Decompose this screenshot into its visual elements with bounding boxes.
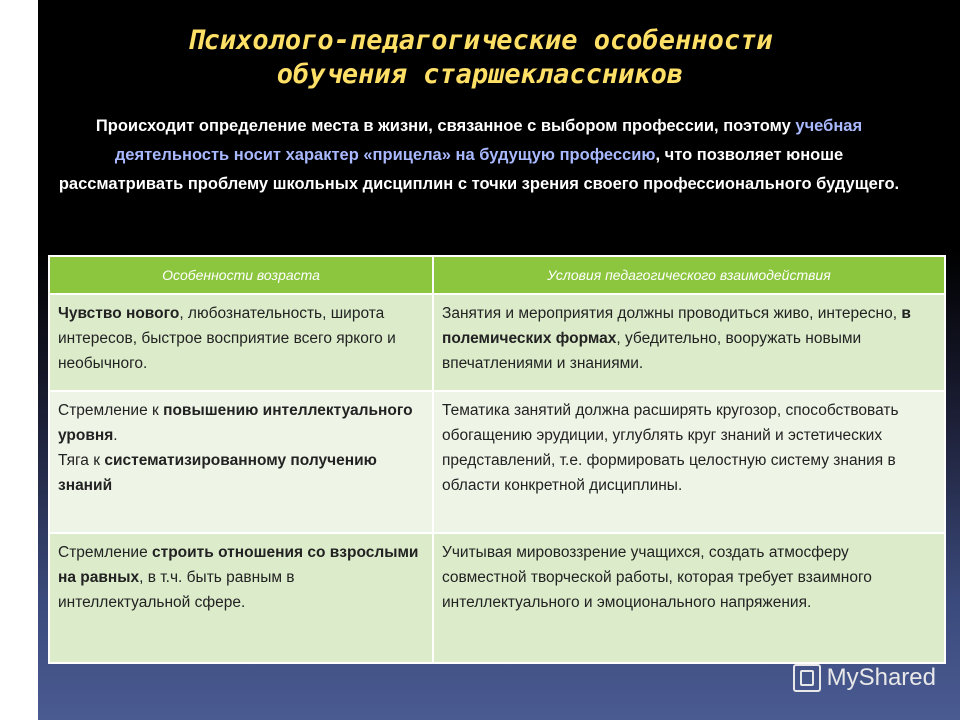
bold-phrase: строить отношения со взрослыми на равных <box>58 544 419 586</box>
header-ped-conditions: Условия педагогического взаимодействия <box>433 256 945 294</box>
bold-phrase: Чувство нового <box>58 305 180 322</box>
table-cell-right <box>433 294 945 391</box>
header-age-features: Особенности возраста <box>49 256 433 294</box>
features-table <box>48 255 946 664</box>
text-segment: . <box>113 427 118 444</box>
table-cell-left <box>49 391 433 533</box>
table-cell-right <box>433 391 945 533</box>
table-row <box>49 391 945 533</box>
text-segment: , в т.ч. быть равным в интеллектуальной сфере. <box>58 569 295 611</box>
title-line-1: Психолого-педагогические особенности <box>187 25 773 56</box>
text-segment: Занятия и мероприятия должны проводиться живо, интересно, <box>442 305 902 322</box>
text-segment: Учитывая мировоззрение учащихся, создать атмосферу совместной творческой работы, которая требует взаимного интеллектуального и эмоционального напряжения. <box>442 544 872 611</box>
text-segment: Тематика занятий должна расширять кругозор, способствовать обогащению эрудиции, углублять круг знаний и эстетических представлений, т.е. формировать целостную систему знания в области конкретной дисциплины. <box>442 402 899 494</box>
table-row <box>49 533 945 663</box>
text-segment: , убедительно, вооружать новыми впечатлениями и знаниями. <box>442 330 862 372</box>
watermark-text: MyShared <box>826 664 936 691</box>
intro-part-2: , что позволяет юноше рассматривать проблему школьных дисциплин с точки зрения своего профессионального будущего. <box>58 146 900 193</box>
intro-paragraph <box>54 112 904 199</box>
watermark <box>793 664 936 692</box>
bold-phrase: повышению интеллектуального уровня <box>58 402 413 444</box>
text-segment: Стремление <box>58 544 152 561</box>
slide-title <box>60 24 900 92</box>
bold-phrase: систематизированному получению знаний <box>58 452 377 494</box>
title-line-2: обучения старшеклассников <box>276 59 684 90</box>
text-segment: , любознательность, широта интересов, быстрое восприятие всего яркого и необычного. <box>58 305 396 372</box>
bold-phrase: в полемических формах <box>442 305 911 347</box>
intro-part-1: Происходит определение места в жизни, связанное с выбором профессии, поэтому <box>95 117 791 135</box>
text-segment: Тяга к <box>58 452 105 469</box>
text-segment: Стремление к <box>58 402 164 419</box>
myshared-logo-icon <box>793 664 821 692</box>
table-row <box>49 294 945 391</box>
table-cell-left <box>49 294 433 391</box>
intro-highlight: учебная деятельность носит характер «прицела» на будущую профессию <box>114 117 863 164</box>
table-cell-left <box>49 533 433 663</box>
table-cell-right <box>433 533 945 663</box>
left-white-strip <box>0 0 38 720</box>
